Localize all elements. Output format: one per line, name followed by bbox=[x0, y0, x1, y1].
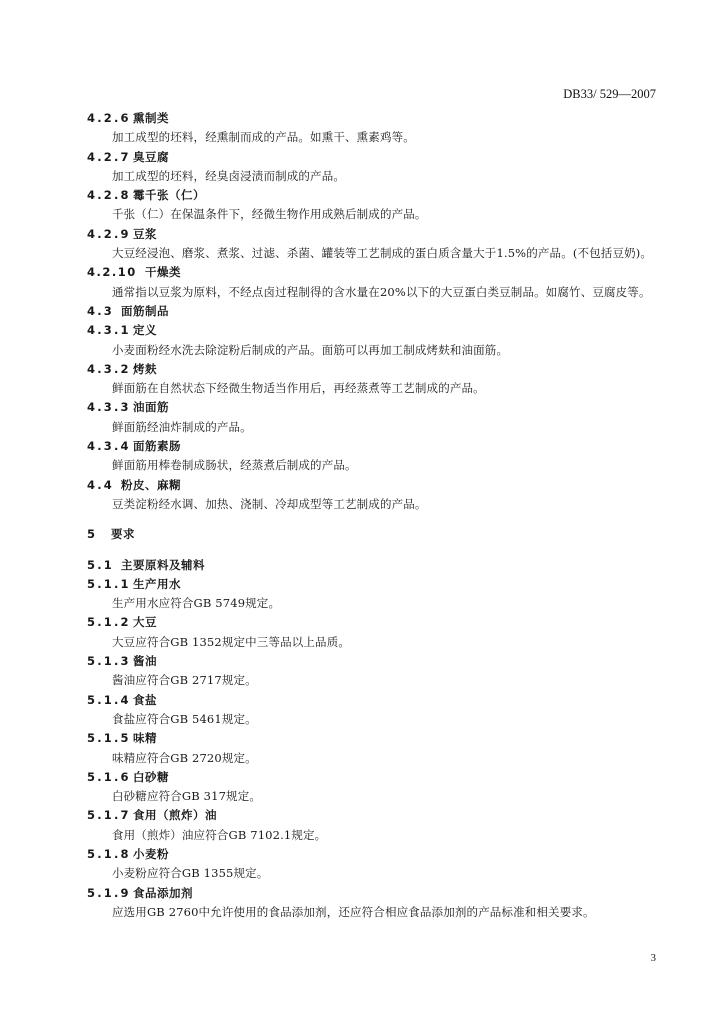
document-code: DB33/ 529—2007 bbox=[563, 87, 656, 101]
section-paragraph: 鲜面筋用棒卷制成肠状，经蒸煮后制成的产品。 bbox=[112, 458, 357, 473]
section-number: 5.1.6 bbox=[87, 769, 131, 784]
section-heading bbox=[87, 302, 657, 321]
section-number: 4.2.10 bbox=[87, 265, 137, 280]
section-number: 5.1 bbox=[87, 557, 114, 572]
section-title: 臭豆腐 bbox=[133, 149, 169, 164]
section-paragraph: 生产用水应符合GB 5749规定。 bbox=[112, 596, 281, 611]
section-paragraph: 小麦粉应符合GB 1355规定。 bbox=[112, 866, 269, 881]
section-title: 大豆 bbox=[133, 615, 157, 630]
section-paragraph: 加工成型的坯料，经臭卤浸渍而制成的产品。 bbox=[112, 168, 345, 183]
document-body bbox=[87, 109, 657, 922]
section-paragraph: 豆类淀粉经水调、加热、浇制、冷却成型等工艺制成的产品。 bbox=[112, 496, 427, 511]
section-title: 食盐 bbox=[133, 692, 157, 707]
section-heading bbox=[87, 476, 657, 495]
section-title: 小麦粉 bbox=[133, 846, 169, 861]
section-heading bbox=[87, 437, 657, 456]
section-title: 食用（煎炸）油 bbox=[133, 808, 217, 823]
section-paragraph: 味精应符合GB 2720规定。 bbox=[112, 750, 257, 765]
section-title: 要求 bbox=[111, 527, 135, 542]
section-paragraph: 鲜面筋经油炸制成的产品。 bbox=[112, 419, 252, 434]
section-title: 烤麸 bbox=[133, 361, 157, 376]
section-heading bbox=[87, 398, 657, 417]
section-heading bbox=[87, 884, 657, 903]
section-paragraph: 千张（仁）在保温条件下，经微生物作用成熟后制成的产品。 bbox=[112, 207, 427, 222]
section-number: 5.1.2 bbox=[87, 615, 131, 630]
section-number: 5.1.4 bbox=[87, 692, 131, 707]
section-number: 5.1.5 bbox=[87, 731, 131, 746]
spacer bbox=[87, 514, 657, 525]
section-heading bbox=[87, 652, 657, 671]
spacer bbox=[87, 545, 657, 556]
section-paragraph: 通常指以豆浆为原料，不经点卤过程制得的含水量在20%以下的大豆蛋白类豆制品。如腐竹、豆腐皮等。 bbox=[112, 284, 651, 299]
section-paragraph: 鲜面筋在自然状态下经微生物适当作用后，再经蒸煮等工艺制成的产品。 bbox=[112, 381, 485, 396]
section-heading bbox=[87, 575, 657, 594]
section-heading bbox=[87, 148, 657, 167]
section-number: 4.2.8 bbox=[87, 188, 131, 203]
section-paragraph: 酱油应符合GB 2717规定。 bbox=[112, 673, 257, 688]
section-title: 食品添加剂 bbox=[133, 885, 193, 900]
section-number: 4.3.3 bbox=[87, 400, 131, 415]
section-heading bbox=[87, 186, 657, 205]
section-paragraph: 加工成型的坯料，经熏制而成的产品。如熏干、熏素鸡等。 bbox=[112, 130, 415, 145]
section-paragraph: 白砂糖应符合GB 317规定。 bbox=[112, 789, 261, 804]
section-number: 5.1.3 bbox=[87, 654, 131, 669]
section-title: 面筋制品 bbox=[121, 303, 169, 318]
section-number: 4.3.2 bbox=[87, 361, 131, 376]
section-title: 油面筋 bbox=[133, 400, 169, 415]
section-paragraph: 应选用GB 2760中允许使用的食品添加剂，还应符合相应食品添加剂的产品标准和相关要求。 bbox=[112, 904, 595, 919]
section-title: 干燥类 bbox=[145, 265, 181, 280]
section-heading bbox=[87, 225, 657, 244]
section-heading bbox=[87, 729, 657, 748]
section-title: 白砂糖 bbox=[133, 769, 169, 784]
section-title: 定义 bbox=[133, 323, 157, 338]
section-title: 生产用水 bbox=[133, 576, 181, 591]
section-title: 酱油 bbox=[133, 654, 157, 669]
section-number: 4.3 bbox=[87, 303, 114, 318]
section-paragraph: 大豆应符合GB 1352规定中三等品以上品质。 bbox=[112, 634, 351, 649]
section-heading bbox=[87, 845, 657, 864]
section-heading bbox=[87, 263, 657, 282]
section-number: 5.1.8 bbox=[87, 846, 131, 861]
chapter-heading bbox=[87, 525, 657, 544]
section-paragraph: 食用（煎炸）油应符合GB 7102.1规定。 bbox=[112, 827, 327, 842]
section-title: 面筋素肠 bbox=[133, 439, 181, 454]
section-heading bbox=[87, 691, 657, 710]
section-number: 4.4 bbox=[87, 477, 114, 492]
section-heading bbox=[87, 109, 657, 128]
section-title: 主要原料及辅料 bbox=[121, 557, 205, 572]
section-title: 味精 bbox=[133, 731, 157, 746]
section-number: 5.1.7 bbox=[87, 808, 131, 823]
section-number: 4.3.1 bbox=[87, 323, 131, 338]
section-heading bbox=[87, 806, 657, 825]
section-title: 豆浆 bbox=[133, 226, 157, 241]
section-number: 4.2.6 bbox=[87, 111, 131, 125]
section-number: 5.1.1 bbox=[87, 576, 131, 591]
section-heading bbox=[87, 613, 657, 632]
section-number: 4.2.9 bbox=[87, 226, 131, 241]
section-number: 4.2.7 bbox=[87, 149, 131, 164]
section-number: 4.3.4 bbox=[87, 439, 131, 454]
section-paragraph: 食盐应符合GB 5461规定。 bbox=[112, 711, 257, 726]
section-heading bbox=[87, 556, 657, 575]
section-heading bbox=[87, 360, 657, 379]
section-paragraph: 小麦面粉经水洗去除淀粉后制成的产品。面筋可以再加工制成烤麸和油面筋。 bbox=[112, 342, 509, 357]
section-paragraph: 大豆经浸泡、磨浆、煮浆、过滤、杀菌、罐装等工艺制成的蛋白质含量大于1.5%的产品。(不包括豆奶)。 bbox=[112, 246, 653, 261]
section-number: 5 bbox=[87, 527, 98, 542]
section-title: 粉皮、麻糊 bbox=[121, 477, 181, 492]
section-title: 霉千张（仁） bbox=[133, 188, 205, 203]
section-title: 熏制类 bbox=[133, 111, 169, 125]
section-heading bbox=[87, 321, 657, 340]
section-number: 5.1.9 bbox=[87, 885, 131, 900]
page-number: 3 bbox=[650, 952, 656, 964]
section-heading bbox=[87, 768, 657, 787]
